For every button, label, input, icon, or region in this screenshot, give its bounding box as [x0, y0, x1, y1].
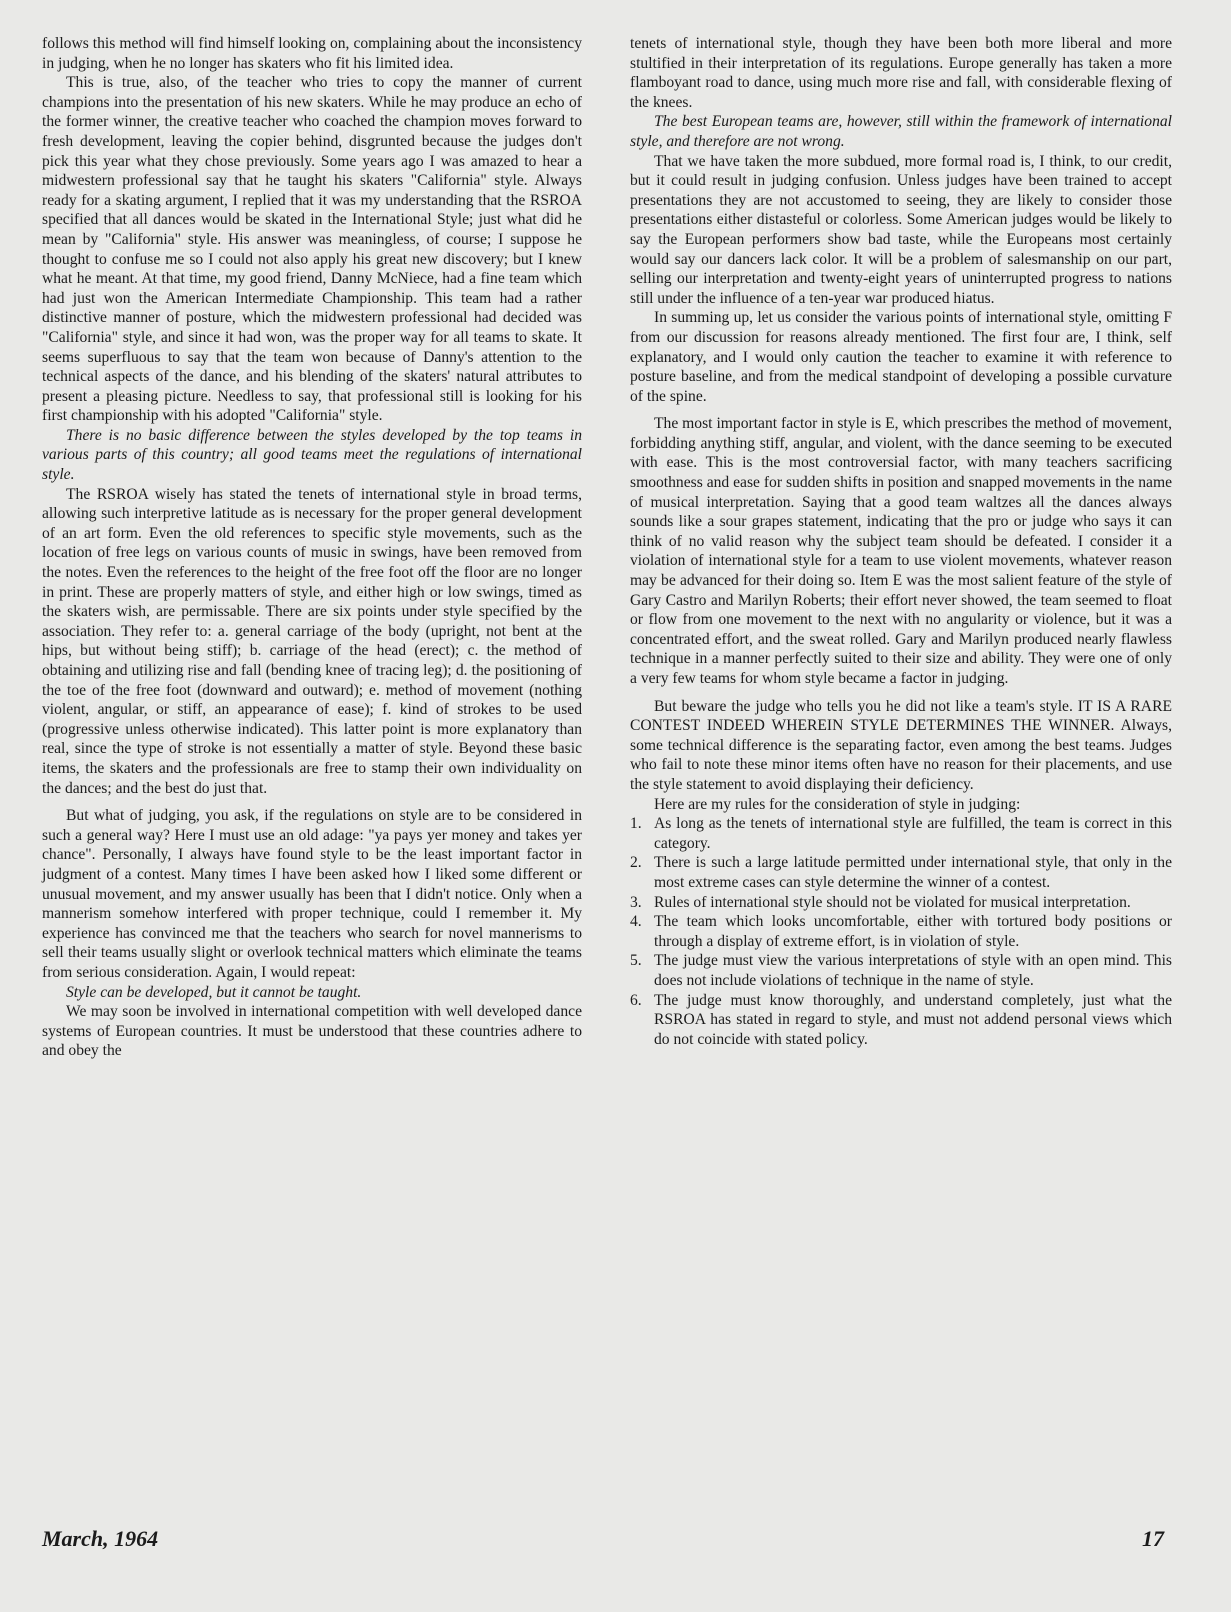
- list-number: 5.: [630, 952, 642, 970]
- page-number: 17: [1142, 1526, 1164, 1551]
- list-text: Rules of international style should not be violated for musical interpretation.: [654, 893, 1131, 911]
- list-item: [630, 814, 1172, 853]
- paragraph: follows this method will find himself looking on, complaining about the inconsistency in judging, when he no longer has skaters who fit his limited idea.: [42, 35, 582, 72]
- paragraph: But beware the judge who tells you he did not like a team's style. IT IS A RARE CONTEST INDEED WHEREIN STYLE DETERMINES THE WINNER. Always, some technical difference is the separating factor, even among the best teams. Judges who fail to note these minor items often have no reason for their placements, and use the style statement to avoid displaying their deficiency.: [630, 697, 1172, 793]
- right-column: [630, 34, 1172, 1049]
- list-number: 2.: [630, 854, 642, 872]
- list-number: 1.: [630, 815, 642, 833]
- list-item: [630, 893, 1172, 913]
- list-number: 4.: [630, 913, 642, 931]
- paragraph: The RSROA wisely has stated the tenets of international style in broad terms, allowing such interpretive latitude as is necessary for the proper general development of an art form. Even the old references to specific style movements, such as the location of free legs on various counts of music in swings, have been removed from the notes. Even the references to the height of the free foot off the floor are no longer in print. These are properly matters of style, and either high or low swings, timed as the skaters wish, are permissable. There are six points under style specified by the association. They refer to: a. general carriage of the body (upright, not bent at the hips, but without being stiff); b. carriage of the head (erect); c. the method of obtaining and utilizing rise and fall (bending knee of tracing leg); d. the positioning of the toe of the free foot (downward and outward); e. method of movement (nothing violent, angular, or stiff, an appearance of ease); f. kind of strokes to be used (progressive unless otherwise indicated). This latter point is more explanatory than real, since the type of stroke is not essentially a matter of style. Beyond these basic items, the skaters and the professionals are free to stamp their own individuality on the dances; and the best do just that.: [42, 485, 582, 797]
- list-text: As long as the tenets of international style are fulfilled, the team is correct in this category.: [654, 815, 1172, 852]
- paragraph: We may soon be involved in international competition with well developed dance systems of European countries. It must be understood that these countries adhere to and obey the: [42, 1003, 582, 1060]
- paragraph: That we have taken the more subdued, more formal road is, I think, to our credit, but it could result in judging confusion. Unless judges have been trained to accept presentations they are not accustomed to seeing, they are likely to consider those presentations either distasteful or colorless. Some American judges would be likely to say the European performers show bad taste, while the Europeans most certainly would say our dancers lack color. It will be a problem of salesmanship on our part, selling our interpretation and twenty-eight years of uninterrupted progress to nations still under the influence of a ten-year war produced hiatus.: [630, 152, 1172, 307]
- paragraph: But what of judging, you ask, if the regulations on style are to be considered in such a general way? Here I must use an old adage: "ya pays yer money and takes yer chance". Personally, I always have found style to be the least important factor in judgment of a contest. Many times I have been asked how I liked some different or unusual movement, and my answer usually has been that I didn't notice. Only when a mannerism somehow interfered with proper technique, could I remember it. My experience has convinced me that the teachers who search for novel mannerisms to sell their teams usually slight or overlook technical matters which eliminate the teams from serious consideration. Again, I would repeat:: [42, 807, 582, 981]
- list-text: The team which looks uncomfortable, either with tortured body positions or through a display of extreme effort, is in violation of style.: [654, 913, 1172, 950]
- list-item: [630, 951, 1172, 990]
- paragraph: In summing up, let us consider the various points of international style, omitting F from our discussion for reasons already mentioned. The first four are, I think, self explanatory, and I would only caution the teacher to examine it with reference to posture baseline, and from the medical standpoint of developing a possible curvature of the spine.: [630, 309, 1172, 405]
- list-item: [630, 912, 1172, 951]
- list-item: [630, 853, 1172, 892]
- italic-callout: There is no basic difference between the styles developed by the top teams in various parts of this country; all good teams meet the regulations of international style.: [42, 426, 582, 484]
- list-text: There is such a large latitude permitted under international style, that only in the most extreme cases can style determine the winner of a contest.: [654, 854, 1172, 891]
- list-number: 3.: [630, 893, 642, 911]
- list-text: The judge must know thoroughly, and understand completely, just what the RSROA has stated in regard to style, and must not addend personal views which do not coincide with stated policy.: [654, 991, 1172, 1048]
- judging-rules-list: [630, 814, 1172, 1049]
- list-text: The judge must view the various interpretations of style with an open mind. This does not include violations of technique in the name of style.: [654, 952, 1172, 989]
- paragraph: The most important factor in style is E, which prescribes the method of movement, forbidding anything stiff, angular, and violent, with the dance seeming to be executed with ease. This is the most controversial factor, with many teachers sacrificing smoothness and ease for sudden shifts in position and snapped movements in the name of musical interpretation. Saying that a good team waltzes all the dances always sounds like a sour grapes statement, indicating that the pro or judge who says it can think of no valid reason why the subject team should be defeated. I consider it a violation of international style for a team to use violent movements, whatever reason may be advanced for their doing so. Item E was the most salient feature of the style of Gary Castro and Marilyn Roberts; their effort never showed, the team seemed to float or flow from one movement to the next with no angularity or violence, but it was a concentrated effort, and the sweat rolled. Gary and Marilyn produced nearly flawless technique in a manner perfectly suited to their size and ability. They were one of only a very few teams for whom style became a factor in judging.: [630, 415, 1172, 687]
- list-number: 6.: [630, 991, 642, 1009]
- issue-date: March, 1964: [42, 1526, 159, 1551]
- italic-callout: The best European teams are, however, still within the framework of international style, and therefore are not wrong.: [630, 113, 1172, 150]
- paragraph: Here are my rules for the consideration of style in judging:: [654, 795, 1021, 813]
- left-column: [42, 34, 582, 1061]
- paragraph: This is true, also, of the teacher who tries to copy the manner of current champions into the presentation of his new skaters. While he may produce an echo of the former winner, the creative teacher who coached the champion moves forward to fresh development, leaving the copier behind, disgrunted because the judges don't pick this year what they chose previously. Some years ago I was amazed to hear a midwestern professional say that he taught his skaters "California" style. Always ready for a skating argument, I replied that it was my understanding that the RSROA specified that all dances would be skated in the International Style; just what did he mean by "California" style. His answer was meaningless, of course; I suppose he thought to confuse me so I could not also apply his great new discovery; but I knew what he meant. At that time, my good friend, Danny McNiece, had a fine team which had just won the American Intermediate Championship. This team had a rather distinctive manner of posture, which the midwestern professional had decided was "California" style, and since it had won, was the proper way for all teams to skate. It seems superfluous to say that the team won because of Danny's attention to the technical aspects of the dance, and his blending of the skaters' natural attributes to present a pleasing picture. Needless to say, that professional still is looking for his first championship with his adopted "California" style.: [42, 74, 582, 425]
- italic-callout: Style can be developed, but it cannot be taught.: [66, 983, 362, 1001]
- paragraph: tenets of international style, though they have been both more liberal and more stultified in their interpretation of its regulations. Europe generally has taken a more flamboyant road to dance, using much more rise and fall, with considerable flexing of the knees.: [630, 35, 1172, 111]
- list-item: [630, 991, 1172, 1050]
